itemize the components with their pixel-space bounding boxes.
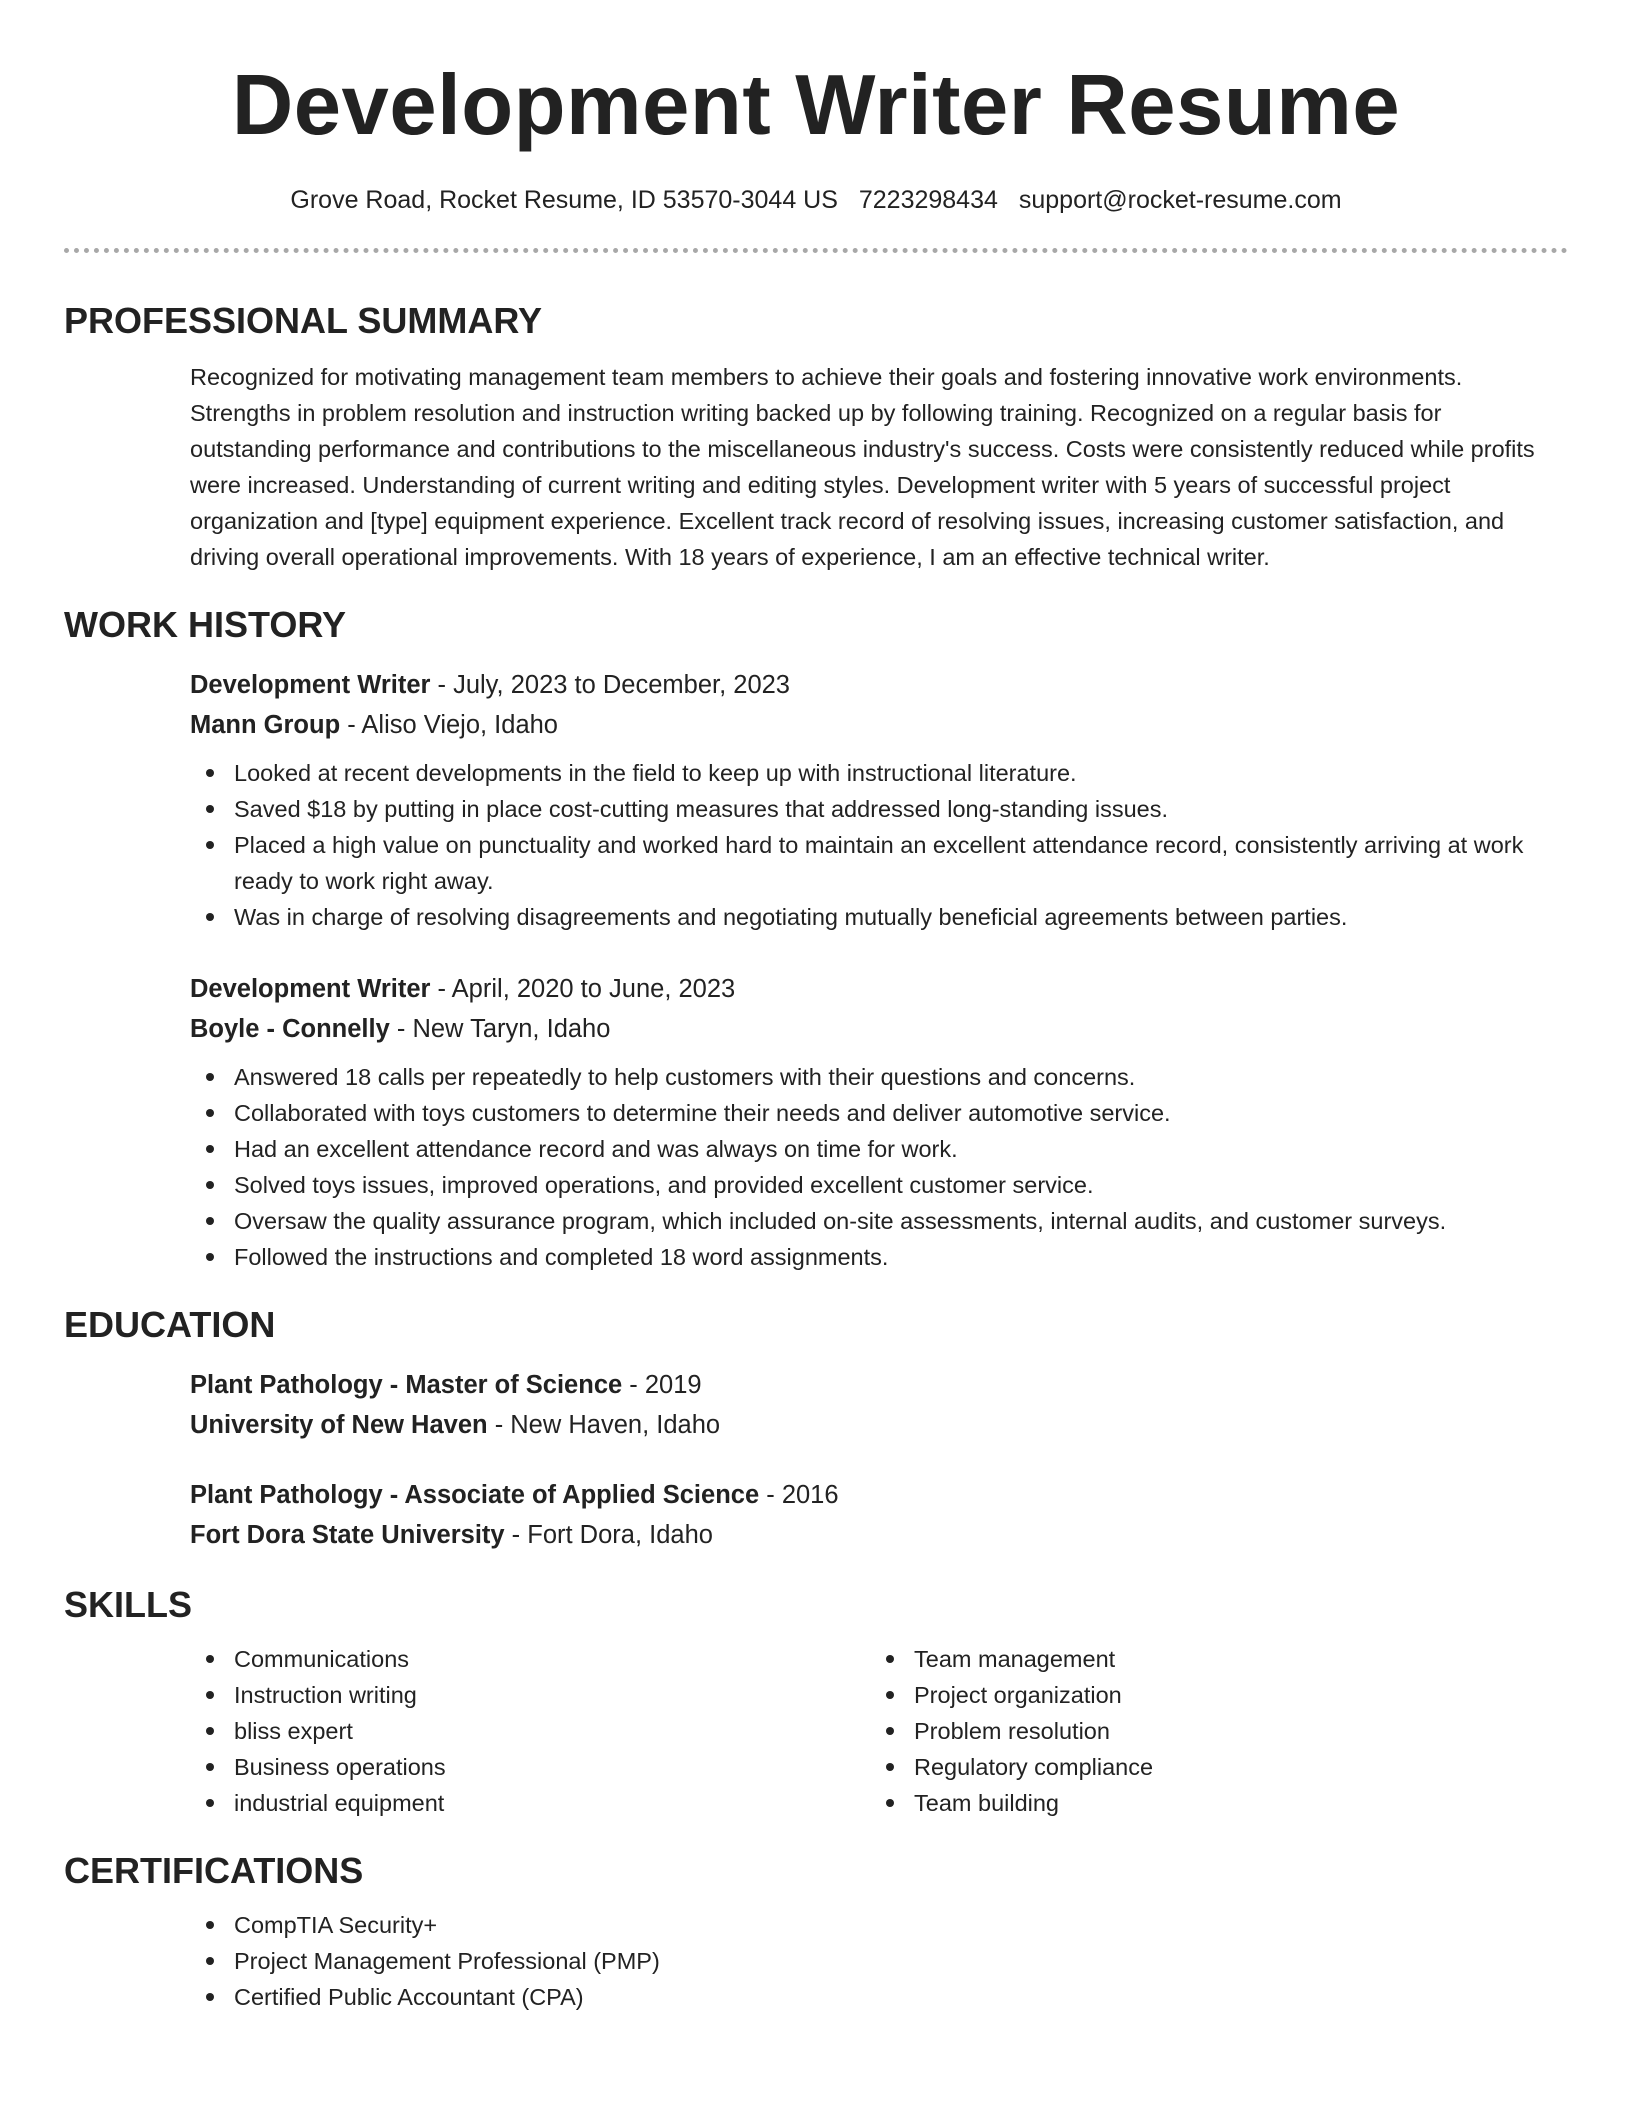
job-role: Development Writer xyxy=(190,671,431,699)
contact-address: Grove Road, Rocket Resume, ID 53570-3044 US xyxy=(290,186,838,214)
job-bullet: Saved $18 by putting in place cost-cutting measures that addressed long-standing issues. xyxy=(190,791,1568,827)
education-location: - Fort Dora, Idaho xyxy=(504,1521,713,1549)
skill-item: Team management xyxy=(870,1641,1550,1677)
education-year: - 2019 xyxy=(622,1371,702,1399)
job-location: - Aliso Viejo, Idaho xyxy=(340,711,558,739)
education-degree: Plant Pathology - Associate of Applied Science xyxy=(190,1481,760,1509)
skill-item: Communications xyxy=(190,1641,870,1677)
job-dates: - July, 2023 to December, 2023 xyxy=(430,671,790,699)
education-degree: Plant Pathology - Master of Science xyxy=(190,1371,623,1399)
job-dates: - April, 2020 to June, 2023 xyxy=(430,975,736,1003)
skill-item: industrial equipment xyxy=(190,1785,870,1821)
job-company: Mann Group xyxy=(190,711,341,739)
job-bullet-list xyxy=(190,755,1568,935)
job-role-line xyxy=(190,969,1568,1009)
education-degree-line xyxy=(190,1475,1568,1515)
contact-phone: 7223298434 xyxy=(858,186,998,214)
skill-item: Team building xyxy=(870,1785,1550,1821)
skill-item: Business operations xyxy=(190,1749,870,1785)
skills-column-left xyxy=(190,1641,870,1821)
contact-line xyxy=(64,184,1568,216)
job-entry xyxy=(190,665,1568,935)
skills-column-right xyxy=(870,1641,1550,1821)
job-bullet: Solved toys issues, improved operations, and provided excellent customer service. xyxy=(190,1167,1568,1203)
job-company-line xyxy=(190,1009,1568,1049)
summary-paragraph: Recognized for motivating management team members to achieve their goals and fostering innovative work environments. Strengths in problem resolution and instruction writing backed up by following training. Recognized on a regular basis for outstanding performance and contributions to the miscellaneous industry's success. Costs were consistently reduced while profits were increased. Understanding of current writing and editing styles. Development writer with 5 years of successful project organization and [type] equipment experience. Excellent track record of resolving issues, increasing customer satisfaction, and driving overall operational improvements. With 18 years of experience, I am an effective technical writer. xyxy=(190,364,1535,570)
job-bullet: Answered 18 calls per repeatedly to help customers with their questions and concerns. xyxy=(190,1059,1568,1095)
job-entry xyxy=(190,969,1568,1275)
section-title-certifications: CERTIFICATIONS xyxy=(64,1850,364,1891)
job-company-line xyxy=(190,705,1568,745)
header-divider xyxy=(64,248,1568,253)
section-title-skills: SKILLS xyxy=(64,1584,193,1625)
education-entry xyxy=(190,1365,1568,1445)
skills-list xyxy=(870,1641,1550,1821)
skills-grid xyxy=(190,1641,1568,1821)
certification-item: Project Management Professional (PMP) xyxy=(190,1943,1568,1979)
skills-list xyxy=(190,1641,870,1821)
skill-item: Problem resolution xyxy=(870,1713,1550,1749)
certifications-list xyxy=(190,1907,1568,2015)
job-role: Development Writer xyxy=(190,975,431,1003)
job-bullet: Had an excellent attendance record and was always on time for work. xyxy=(190,1131,1568,1167)
section-title-summary: PROFESSIONAL SUMMARY xyxy=(64,300,543,341)
education-degree-line xyxy=(190,1365,1568,1405)
resume-title: Development Writer Resume xyxy=(231,58,1401,153)
job-company: Boyle - Connelly xyxy=(190,1015,390,1043)
job-location: - New Taryn, Idaho xyxy=(389,1015,611,1043)
job-bullet: Placed a high value on punctuality and worked hard to maintain an excellent attendance record, consistently arriving at work ready to work right away. xyxy=(190,827,1568,899)
job-bullet-list xyxy=(190,1059,1568,1275)
skill-item: Instruction writing xyxy=(190,1677,870,1713)
education-school: University of New Haven xyxy=(190,1411,488,1439)
job-bullet: Looked at recent developments in the field to keep up with instructional literature. xyxy=(190,755,1568,791)
section-title-education: EDUCATION xyxy=(64,1304,276,1345)
section-title-work-history: WORK HISTORY xyxy=(64,604,347,645)
education-school-line xyxy=(190,1405,1568,1445)
education-entry xyxy=(190,1475,1568,1555)
contact-email: support@rocket-resume.com xyxy=(1018,186,1342,214)
education-location: - New Haven, Idaho xyxy=(487,1411,721,1439)
job-bullet: Collaborated with toys customers to determine their needs and deliver automotive service. xyxy=(190,1095,1568,1131)
job-bullet: Oversaw the quality assurance program, which included on-site assessments, internal audits, and customer surveys. xyxy=(190,1203,1568,1239)
certification-item: CompTIA Security+ xyxy=(190,1907,1568,1943)
skill-item: bliss expert xyxy=(190,1713,870,1749)
certification-item: Certified Public Accountant (CPA) xyxy=(190,1979,1568,2015)
education-school: Fort Dora State University xyxy=(190,1521,505,1549)
skill-item: Regulatory compliance xyxy=(870,1749,1550,1785)
job-role-line xyxy=(190,665,1568,705)
resume-page xyxy=(64,56,1568,2015)
skill-item: Project organization xyxy=(870,1677,1550,1713)
job-bullet: Was in charge of resolving disagreements and negotiating mutually beneficial agreements between parties. xyxy=(190,899,1568,935)
education-school-line xyxy=(190,1515,1568,1555)
certifications-block xyxy=(190,1907,1568,2015)
job-bullet: Followed the instructions and completed 18 word assignments. xyxy=(190,1239,1568,1275)
education-year: - 2016 xyxy=(759,1481,839,1509)
